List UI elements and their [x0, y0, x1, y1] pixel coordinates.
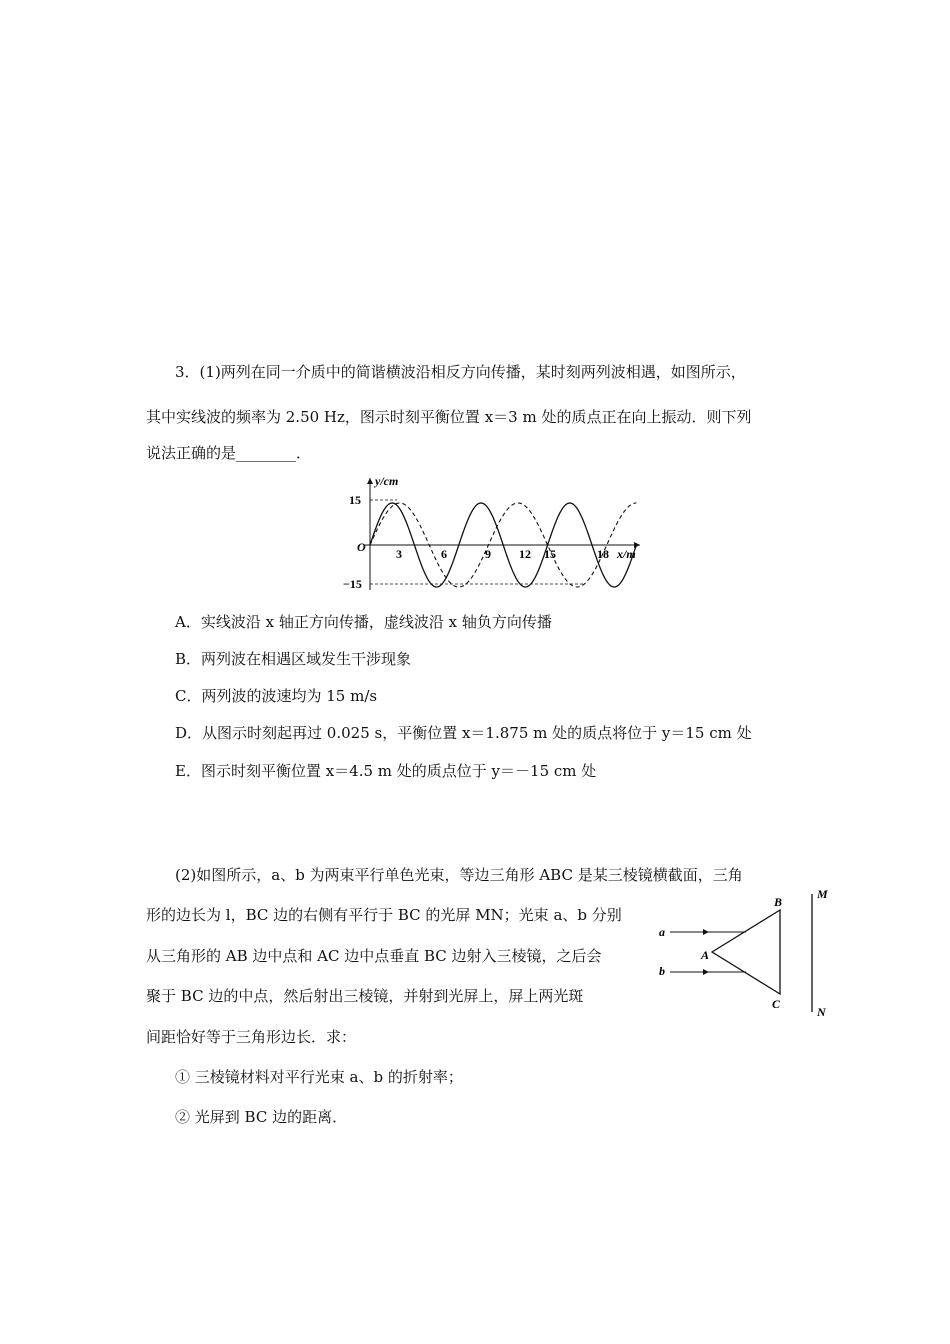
q1-line-3: 说法正确的是________． [146, 444, 312, 462]
prism-figure [650, 882, 840, 1022]
wave-figure [335, 472, 665, 597]
label-M: M [817, 887, 828, 901]
x-axis-label: x/m [617, 547, 636, 561]
x-tick-18: 18 [597, 547, 609, 561]
y-axis-label: y/cm [375, 474, 399, 488]
origin-label: O [357, 540, 366, 554]
x-tick-9: 9 [485, 547, 491, 561]
label-a: a [659, 925, 665, 939]
prism-triangle [712, 910, 780, 994]
label-B: B [774, 895, 783, 909]
q2-line-2: 形的边长为 l，BC 边的右侧有平行于 BC 的光屏 MN；光束 a、b 分别 [146, 906, 622, 924]
q2-line-3: 从三角形的 AB 边中点和 AC 边中点垂直 BC 边射入三棱镜，之后会 [146, 947, 602, 965]
q2-line-4: 聚于 BC 边的中点，然后射出三棱镜，并射到光屏上，屏上两光斑 [146, 987, 584, 1005]
label-A: A [701, 948, 710, 962]
option-c: C．两列波的波速均为 15 m/s [175, 687, 378, 705]
q2-line-1: (2)如图所示，a、b 为两束平行单色光束，等边三角形 ABC 是某三棱镜横截面，三角 [175, 866, 743, 884]
option-e: E．图示时刻平衡位置 x＝4.5 m 处的质点位于 y＝－15 cm 处 [175, 762, 597, 780]
x-tick-3: 3 [396, 547, 402, 561]
q2-line-5: 间距恰好等于三角形边长．求： [146, 1028, 357, 1046]
y-tick-15: 15 [349, 493, 361, 507]
option-d: D．从图示时刻起再过 0.025 s，平衡位置 x＝1.875 m 处的质点将位于 y＝15 cm 处 [175, 724, 752, 742]
label-N: N [817, 1005, 826, 1019]
q2-sub-2: ② 光屏到 BC 边的距离． [175, 1108, 348, 1126]
x-tick-12: 12 [519, 547, 531, 561]
q2-sub-1: ① 三棱镜材料对平行光束 a、b 的折射率； [175, 1068, 463, 1086]
y-tick-neg15: −15 [343, 577, 362, 591]
x-tick-15: 15 [544, 547, 556, 561]
label-b: b [659, 964, 665, 978]
option-a: A．实线波沿 x 轴正方向传播，虚线波沿 x 轴负方向传播 [175, 613, 552, 631]
option-b: B．两列波在相遇区域发生干涉现象 [175, 650, 412, 668]
q1-line-1: 3．(1)两列在同一介质中的简谐横波沿相反方向传播，某时刻两列波相遇，如图所示， [175, 363, 746, 381]
x-tick-6: 6 [441, 547, 447, 561]
q1-line-2: 其中实线波的频率为 2.50 Hz，图示时刻平衡位置 x＝3 m 处的质点正在向上振动．则下列 [146, 408, 752, 426]
label-C: C [772, 997, 781, 1011]
